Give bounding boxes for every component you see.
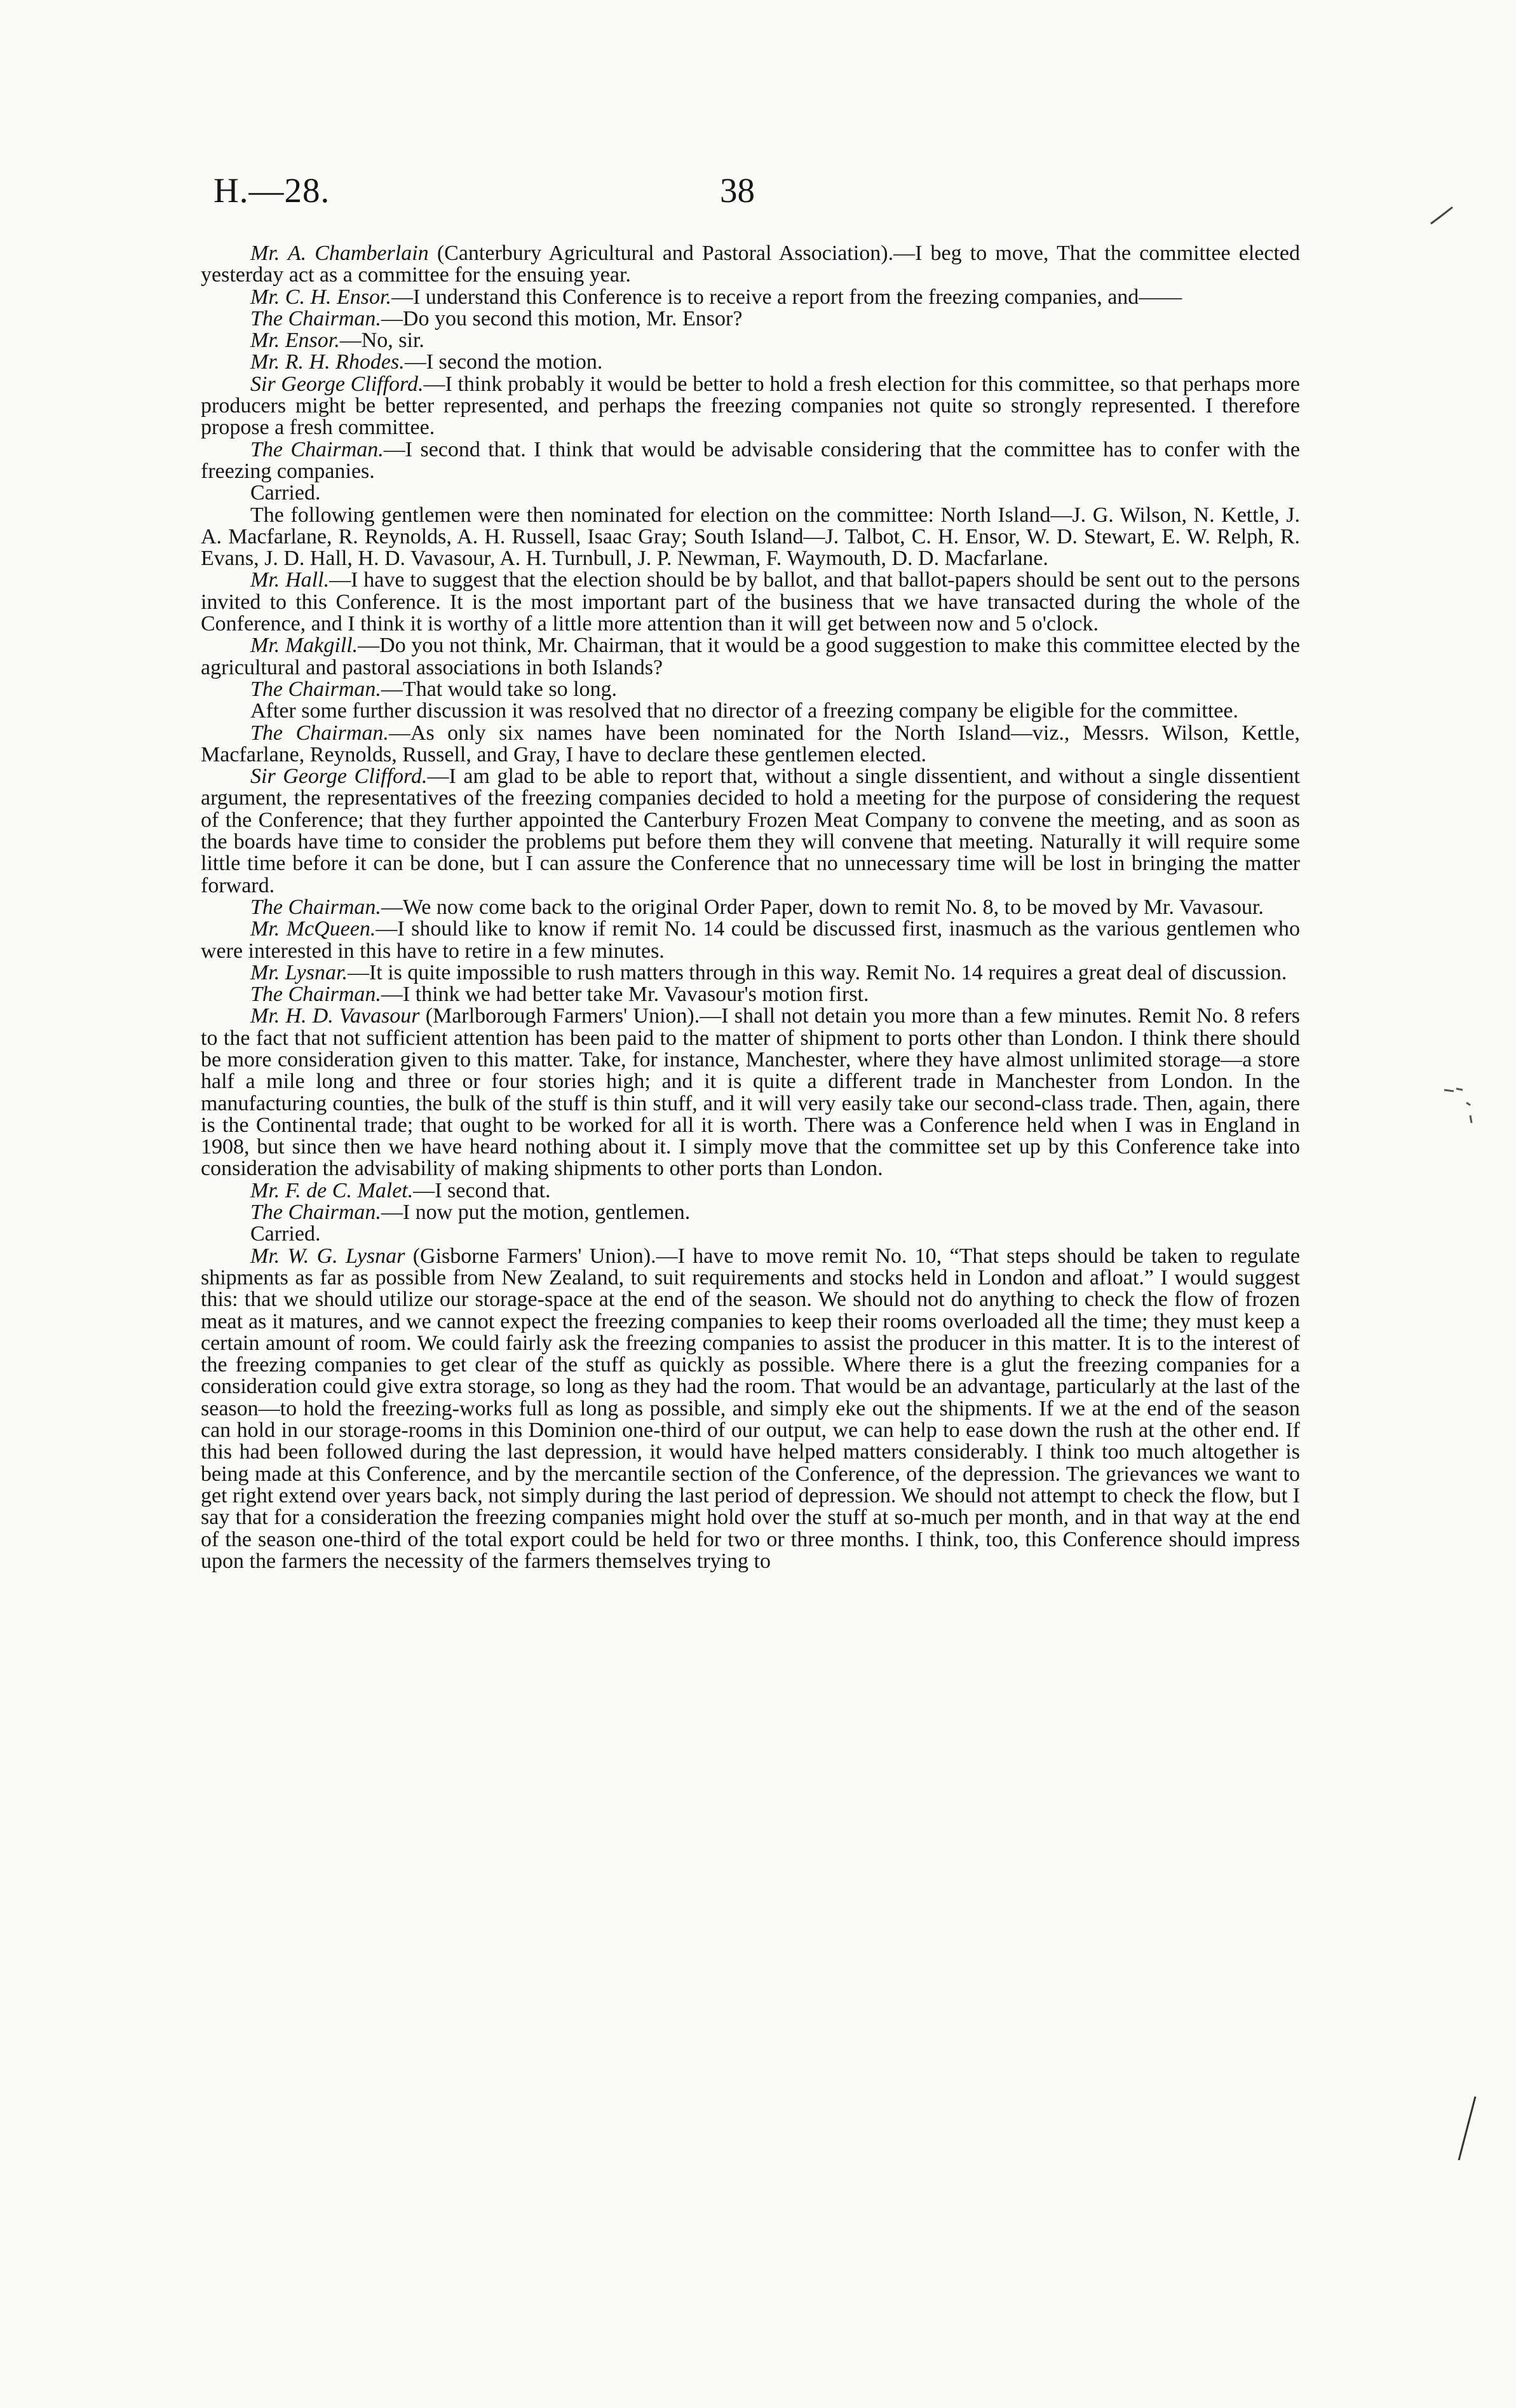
paragraph: [201, 984, 1300, 1005]
paragraph: [201, 1180, 1300, 1202]
paragraph: [201, 439, 1300, 483]
speech: Carried.: [250, 481, 321, 505]
speech: —Do you not think, Mr. Chairman, that it would be a good suggestion to make this committee elected by the agricultural and pastoral associations in both Islands?: [201, 634, 1300, 679]
paragraph: [201, 505, 1300, 570]
paragraph: [201, 1223, 1300, 1245]
speaker: The Chairman.: [250, 306, 381, 330]
paragraph: [201, 374, 1300, 439]
speaker: Mr. H. D. Vavasour: [250, 1004, 420, 1028]
paragraph: [201, 330, 1300, 351]
paragraph: [201, 679, 1300, 700]
speaker: The Chairman.: [250, 437, 384, 461]
speech: —I should like to know if remit No. 14 could be discussed first, inasmuch as the various gentlemen who were interested in this have to retire in a few minutes.: [201, 917, 1301, 963]
speaker: Mr. F. de C. Malet.: [250, 1178, 414, 1202]
speaker: The Chairman.: [250, 1201, 381, 1225]
speech: —I second that.: [413, 1178, 551, 1202]
speech: The following gentlemen were then nominated for election on the committee: North Island—J. G. Wilson, N. Kettle, J. A. Macfarlane, R. Reynolds, A. H. Russell, Isaac Gray; South Island—J. Talbot, C. H. Ensor, W. D. Stewart, E. W. Relph, R. Evans, J. D. Hall, H. D. Vavasour, A. H. Turnbull, J. P. Newman, F. Waymouth, D. D. Macfarlane.: [201, 503, 1300, 571]
speech: —I think probably it would be better to hold a fresh election for this committee, so that perhaps more producers might be better represented, and perhaps the freezing companies not quite so strongly represented. I therefore propose a fresh committee.: [201, 372, 1300, 440]
scan-mark-icon: [1441, 1084, 1479, 1128]
page-header: [213, 170, 1294, 228]
speech: (Marlborough Farmers' Union).—I shall not detain you more than a few minutes. Remit No. 8 refers to the fact that not sufficient attention has been paid to the matter of shipment to ports other than London. I think there should be more consideration given to this matter. Take, for instance, Manchester, where they have almost unlimited storage—a store half a mile long and three or four stories high; and it is quite a different trade in Manchester from London. In the manufacturing counties, the bulk of the stuff is thin stuff, and it will very easily take our second-class trade. Then, again, there is the Continental trade; that ought to be worked for all it is worth. There was a Conference held when I was in England in 1908, but since then we have heard nothing about it. I simply move that the committee set up by this Conference take into consideration the advisability of making shipments to other ports than London.: [201, 1004, 1301, 1181]
speaker: Sir George Clifford.: [250, 372, 424, 396]
scan-mark-icon: [1455, 2094, 1480, 2164]
speech: —As only six names have been nominated for the North Island—viz., Messrs. Wilson, Kettle, Macfarlane, Reynolds, Russell, and Gray, I have to declare these gentlemen elected.: [201, 721, 1300, 766]
series-label: H.—28.: [213, 171, 330, 210]
speaker: Mr. McQueen.: [250, 917, 376, 941]
paragraph: [201, 962, 1300, 984]
speech: —I understand this Conference is to receive a report from the freezing companies, and——: [391, 285, 1182, 309]
speech: (Canterbury Agricultural and Pastoral Association).—I beg to move, That the committee elected yesterday act as a committee for the ensuing year.: [201, 241, 1300, 287]
speaker: Mr. W. G. Lysnar: [250, 1244, 405, 1268]
speech: —I think we had better take Mr. Vavasour's motion first.: [381, 983, 869, 1007]
paragraph: [201, 1005, 1300, 1180]
paragraph: [201, 766, 1300, 897]
speaker: Sir George Clifford.: [250, 765, 428, 789]
paragraph: [201, 700, 1300, 722]
paragraph: [201, 308, 1300, 330]
speaker: Mr. Lysnar.: [250, 960, 348, 984]
paragraph: [201, 482, 1300, 504]
paragraph: [201, 1202, 1300, 1223]
speaker: Mr. Hall.: [250, 568, 330, 592]
speaker: Mr. Makgill.: [250, 634, 358, 658]
speaker: The Chairman.: [250, 895, 381, 919]
paragraph: [201, 1246, 1300, 1572]
proceedings-text: [201, 243, 1300, 1572]
speech: —I second that. I think that would be advisable considering that the committee has to confer with the freezing companies.: [201, 437, 1300, 483]
paragraph: [201, 723, 1300, 766]
speaker: Mr. C. H. Ensor.: [250, 285, 391, 309]
paragraph: [201, 569, 1300, 635]
speech: —It is quite impossible to rush matters through in this way. Remit No. 14 requires a great deal of discussion.: [347, 960, 1287, 984]
paragraph: [201, 243, 1300, 287]
speech: —We now come back to the original Order Paper, down to remit No. 8, to be moved by Mr. Vavasour.: [381, 895, 1264, 919]
speech: —Do you second this motion, Mr. Ensor?: [381, 306, 743, 330]
speaker: Mr. Ensor.: [250, 329, 340, 353]
speech: —That would take so long.: [381, 677, 618, 701]
speech: After some further discussion it was resolved that no director of a freezing company be eligible for the committee.: [250, 699, 1238, 723]
scan-mark-icon: [1428, 202, 1456, 228]
speech: —I am glad to be able to report that, without a single dissentient, and without a single dissentient argument, the representatives of the freezing companies decided to hold a meeting for the purpose of considering the request of the Conference; that they further appointed the Canterbury Frozen Meat Company to convene the meeting, and as soon as the boards have time to consider the problems put before them they will convene that meeting. Naturally it will require some little time before it can be done, but I can assure the Conference that no unnecessary time will be lost in bringing the matter forward.: [201, 765, 1300, 897]
page-number: 38: [720, 171, 755, 210]
speech: —No, sir.: [339, 329, 424, 353]
speaker: The Chairman.: [250, 677, 381, 701]
speaker: The Chairman.: [250, 721, 389, 745]
paragraph: [201, 635, 1300, 679]
speaker: Mr. A. Chamberlain: [250, 241, 429, 265]
speech: Carried.: [250, 1222, 321, 1246]
paragraph: [201, 897, 1300, 918]
paragraph: [201, 287, 1300, 308]
speech: (Gisborne Farmers' Union).—I have to move remit No. 10, “That steps should be taken to regulate shipments as far as possible from New Zealand, to suit requirements and stocks held in London and afloat.” I would suggest this: that we should utilize our storage-space at the end of the season. We should not do anything to check the flow of frozen meat as it matures, and we cannot expect the freezing companies to keep their rooms overloaded all the time; they must keep a certain amount of room. We could fairly ask the freezing companies to assist the producer in this matter. It is to the interest of the freezing companies to get clear of the stuff as quickly as possible. Where there is a glut the freezing companies for a consideration could give extra storage, so long as they had the room. That would be an advantage, particularly at the last of the season—to hold the freezing-works full as long as possible, and simply eke out the shipments. If we at the end of the season can hold in our storage-rooms in this Dominion one-third of our output, we can help to ease down the rush at the other end. If this had been followed during the last depression, it would have helped matters considerably. I think too much altogether is being made at this Conference, and by the mercantile section of the Conference, of the depression. The grievances we want to get right extend over years back, not simply during the last period of depression. We should not attempt to check the flow, but I say that for a consideration the freezing companies might hold over the stuff at so-much per month, and in that way at the end of the season one-third of the total export could be held for two or three months. I think, too, this Conference should impress upon the farmers the necessity of the farmers themselves trying to: [201, 1244, 1300, 1573]
paragraph: [201, 918, 1300, 962]
paragraph: [201, 351, 1300, 373]
speaker: Mr. R. H. Rhodes.: [250, 350, 405, 374]
speech: —I now put the motion, gentlemen.: [381, 1201, 691, 1225]
speech: —I have to suggest that the election should be by ballot, and that ballot-papers should be sent out to the persons invited to this Conference. It is the most important part of the business that we have transacted during the whole of the Conference, and I think it is worthy of a little more attention than it will get between now and 5 o'clock.: [201, 568, 1301, 636]
speech: —I second the motion.: [404, 350, 603, 374]
speaker: The Chairman.: [250, 983, 381, 1007]
